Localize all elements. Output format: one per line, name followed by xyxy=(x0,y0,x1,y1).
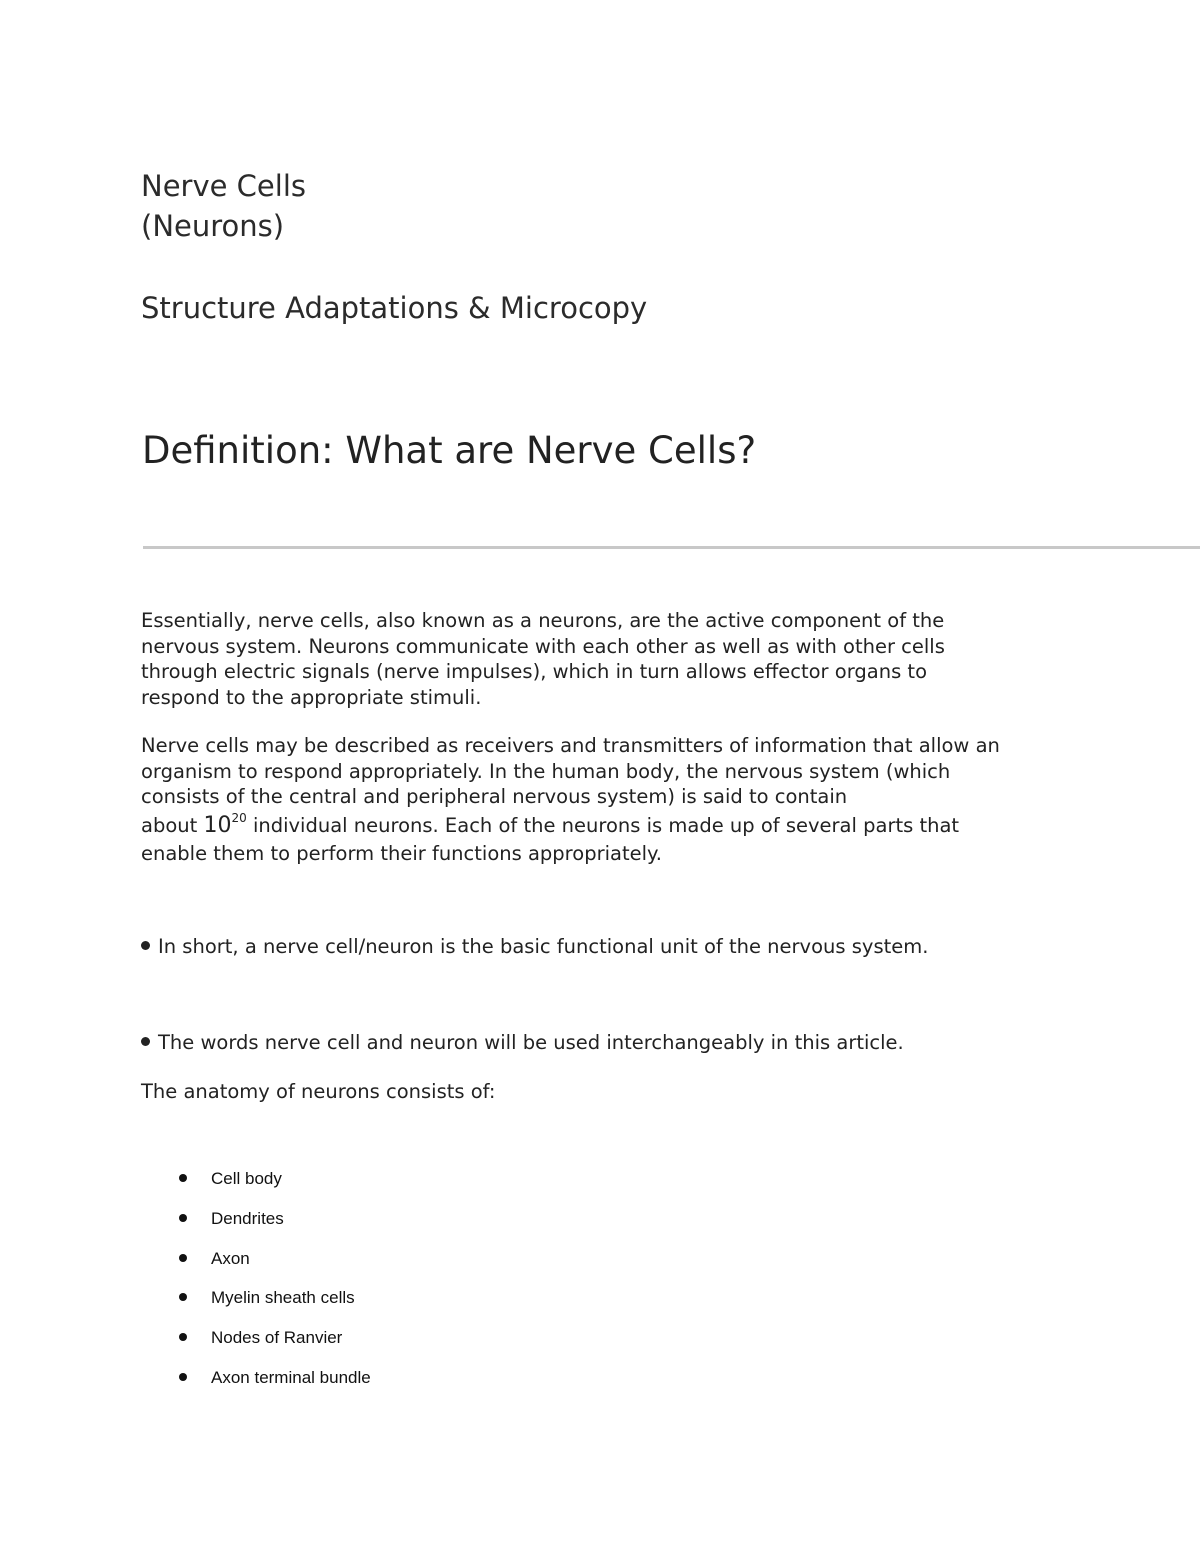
document-title-line-1: Nerve Cells xyxy=(141,169,306,203)
paragraph-line: consists of the central and peripheral nervous system) is said to contain xyxy=(141,785,848,808)
list-item xyxy=(176,1284,371,1324)
paragraph-line: Essentially, nerve cells, also known as a neurons, are the active component of the xyxy=(141,609,945,632)
paragraph-line: respond to the appropriate stimuli. xyxy=(141,685,482,709)
list-item-label: Axon xyxy=(211,1248,250,1268)
list-item-label: Axon terminal bundle xyxy=(211,1367,371,1387)
list-item xyxy=(176,1165,371,1205)
paragraph-line: nervous system. Neurons communicate with each other as well as with other cells xyxy=(141,634,945,658)
bullet-dot-icon xyxy=(179,1174,187,1182)
bullet-dot-icon xyxy=(179,1214,187,1222)
paragraph-line: organism to respond appropriately. In the human body, the nervous system (which xyxy=(141,759,951,783)
paragraph-line: through electric signals (nerve impulses), which in turn allows effector organs to xyxy=(141,660,927,683)
list-item xyxy=(176,1205,371,1245)
bullet-dot-icon xyxy=(141,1037,150,1046)
paragraph-line: Nerve cells may be described as receivers and transmitters of information that allow an xyxy=(141,734,1000,757)
line-suffix: individual neurons. Each of the neurons is made up of several parts that xyxy=(246,813,960,837)
paragraph-intro xyxy=(141,608,1081,710)
bullet-point xyxy=(141,934,928,960)
bullet-dot-icon xyxy=(179,1373,187,1381)
paragraph-line-with-power xyxy=(141,810,1081,839)
bullet-point xyxy=(141,1030,904,1056)
list-item xyxy=(176,1245,371,1285)
section-divider xyxy=(143,546,1200,549)
list-item xyxy=(176,1364,371,1404)
document-title-line-2: (Neurons) xyxy=(141,209,285,243)
anatomy-list xyxy=(176,1165,371,1404)
bullet-dot-icon xyxy=(179,1293,187,1301)
paragraph-line: enable them to perform their functions appropriately. xyxy=(141,842,662,865)
bullet-dot-icon xyxy=(141,941,150,950)
list-item-label: Myelin sheath cells xyxy=(211,1288,355,1308)
definition-heading: Definition: What are Nerve Cells? xyxy=(142,429,757,472)
line-prefix: about xyxy=(141,813,204,837)
bullet-text: The words nerve cell and neuron will be used interchangeably in this article. xyxy=(158,1031,904,1054)
list-item-label: Dendrites xyxy=(211,1208,284,1228)
bullet-dot-icon xyxy=(179,1333,187,1341)
anatomy-intro: The anatomy of neurons consists of: xyxy=(141,1080,496,1103)
list-item xyxy=(176,1324,371,1364)
bullet-text: In short, a nerve cell/neuron is the basic functional unit of the nervous system. xyxy=(158,935,929,958)
power-base: 10 xyxy=(203,812,232,838)
document-subtitle: Structure Adaptations & Microcopy xyxy=(141,291,648,325)
bullet-dot-icon xyxy=(179,1254,187,1262)
paragraph-receivers xyxy=(141,733,1081,867)
list-item-label: Nodes of Ranvier xyxy=(211,1328,343,1348)
power-exponent: 20 xyxy=(231,810,247,825)
list-item-label: Cell body xyxy=(211,1169,282,1188)
